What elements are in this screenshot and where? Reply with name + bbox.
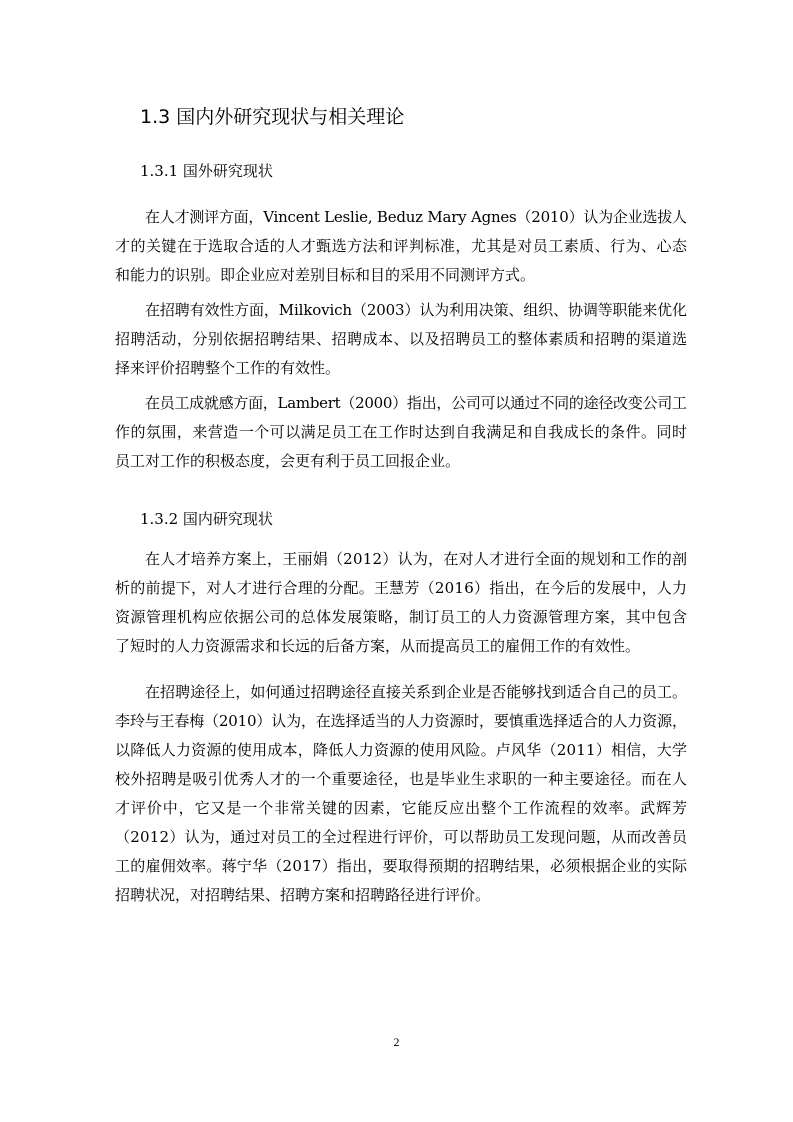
paragraph-line: 招聘活动，分别依据招聘结果、招聘成本、以及招聘员工的整体素质和招聘的渠道选 xyxy=(115,330,688,348)
paragraph-talent-training xyxy=(115,545,687,661)
paragraph-line: 才评价中，它又是一个非常关键的因素，它能反应出整个工作流程的效率。武辉芳 xyxy=(115,799,688,817)
paragraph-line: 以降低人力资源的使用成本，降低人力资源的使用风险。卢风华（2011）相信，大学 xyxy=(115,741,688,759)
paragraph-recruitment-channels xyxy=(115,678,687,910)
paragraph-line: 才的关键在于选取合适的人才甄选方法和评判标准，尤其是对员工素质、行为、心态 xyxy=(115,237,688,255)
subsection-heading-foreign: 1.3.1 国外研究现状 xyxy=(140,162,273,180)
paragraph-line: 和能力的识别。即企业应对差别目标和目的采用不同测评方式。 xyxy=(115,266,536,284)
paragraph-line: 员工对工作的积极态度，会更有利于员工回报企业。 xyxy=(115,452,461,470)
section-heading: 1.3 国内外研究现状与相关理论 xyxy=(140,106,405,128)
paragraph-line: 在招聘途径上，如何通过招聘途径直接关系到企业是否能够找到适合自己的员工。 xyxy=(145,683,688,701)
paragraph-line: 校外招聘是吸引优秀人才的一个重要途径，也是毕业生求职的一种主要途径。而在人 xyxy=(115,770,688,788)
paragraph-line: 析的前提下，对人才进行合理的分配。王慧芳（2016）指出，在今后的发展中，人力 xyxy=(115,579,688,597)
paragraph-line: 资源管理机构应依据公司的总体发展策略，制订员工的人力资源管理方案，其中包含 xyxy=(115,608,688,626)
paragraph-line: 作的氛围，来营造一个可以满足员工在工作时达到自我满足和自我成长的条件。同时 xyxy=(115,423,688,441)
paragraph-talent-assessment xyxy=(115,203,687,290)
page-number: 2 xyxy=(393,1035,400,1049)
subsection-heading-domestic: 1.3.2 国内研究现状 xyxy=(140,510,273,528)
paragraph-employee-achievement xyxy=(115,389,687,476)
paragraph-recruitment-effectiveness xyxy=(115,296,687,383)
paragraph-line: 在人才测评方面，Vincent Leslie, Beduz Mary Agnes（2010）认为企业选拔人 xyxy=(145,208,687,226)
paragraph-line: 在员工成就感方面，Lambert（2000）指出，公司可以通过不同的途径改变公司工 xyxy=(145,394,687,412)
paragraph-line: 了短时的人力资源需求和长远的后备方案，从而提高员工的雇佣工作的有效性。 xyxy=(115,637,641,655)
paragraph-line: 工的雇佣效率。蒋宁华（2017）指出，要取得预期的招聘结果，必须根据企业的实际 xyxy=(115,857,688,875)
paragraph-line: 择来评价招聘整个工作的有效性。 xyxy=(115,359,341,377)
paragraph-line: （2012）认为，通过对员工的全过程进行评价，可以帮助员工发现问题，从而改善员 xyxy=(115,828,688,846)
paragraph-line: 李玲与王春梅（2010）认为，在选择适当的人力资源时，要慎重选择适合的人力资源， xyxy=(115,712,687,730)
paragraph-line: 在人才培养方案上，王丽娟（2012）认为，在对人才进行全面的规划和工作的剖 xyxy=(145,550,688,568)
paragraph-line: 在招聘有效性方面，Milkovich（2003）认为利用决策、组织、协调等职能来优化 xyxy=(145,301,687,319)
paragraph-line: 招聘状况，对招聘结果、招聘方案和招聘路径进行评价。 xyxy=(115,886,491,904)
